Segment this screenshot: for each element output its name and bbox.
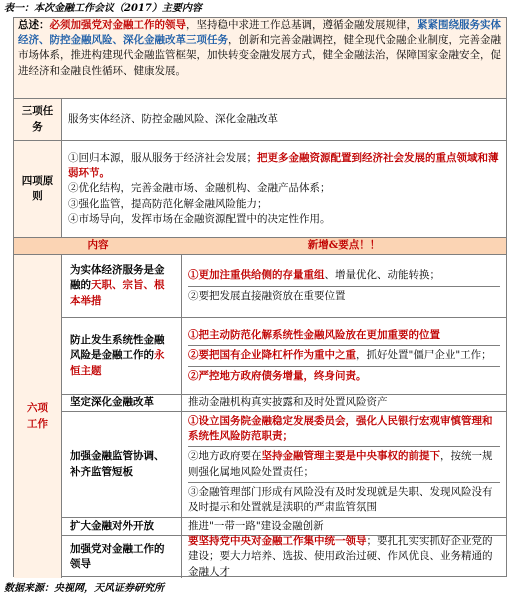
principle-1	[68, 151, 500, 181]
summary-emphasis-blue: 紧紧围绕服务实体经济、防控金融风险、深化金融改革三项任务	[18, 19, 501, 47]
summary-section	[14, 18, 506, 99]
content-header-row	[14, 238, 506, 255]
three-tasks-label: 三项任务	[14, 99, 62, 140]
item-reform-title: 坚定深化金融改革	[62, 395, 182, 411]
item-real-economy-point-1-emphasis: ①更加注重供给侧的存量重组	[188, 269, 325, 282]
item-party-leadership-title: 加强党对金融工作的领导	[62, 536, 182, 578]
item-supervision	[62, 412, 506, 518]
principle-3: ③强化监管，提高防范化解金融风险能力；	[68, 197, 268, 210]
item-systemic-risk	[62, 318, 506, 395]
item-supervision-point-2-c: ，按统一规则强化属地风险处置责任；	[188, 450, 493, 478]
summary-emphasis-red: 必须加强党对金融工作的领导	[49, 19, 186, 31]
item-systemic-risk-title	[62, 318, 182, 394]
item-systemic-risk-point-3: ②严控地方政府债务增量，终身问责。	[188, 369, 367, 382]
item-real-economy-point-2: ②要把发展直接融资放在重要位置	[188, 289, 346, 302]
header-content: 内容	[87, 239, 109, 252]
item-systemic-risk-point-2-emphasis: ②要把国有企业降杠杆作为重中之重	[188, 349, 356, 362]
item-real-economy-title	[62, 255, 182, 317]
principle-1-emphasis: 把更多金融资源配置到经济社会发展的重点领域和薄弱环节。	[68, 151, 499, 180]
summary-label: 总述：	[18, 19, 50, 31]
principle-4: ④市场导向，发挥市场在金融资源配置中的决定性作用。	[68, 212, 331, 225]
summary-table	[13, 17, 507, 577]
item-supervision-point-2-a: ②地方政府要在	[188, 450, 262, 463]
item-supervision-point-3: ③金融管理部门形成有风险没有及时发现就是失职、发现风险没有及时提示和处置就是渎职的严肃监管氛围	[188, 485, 493, 513]
item-party-leadership-point	[188, 534, 500, 580]
summary-text-1: ，坚持稳中求进工作总基调，遵循金融发展规律，	[186, 19, 417, 31]
item-systemic-risk-point-1: ①把主动防范化解系统性金融风险放在更加重要的位置	[188, 326, 500, 346]
item-systemic-risk-title-text: 防止发生系统性金融风险是金融工作的	[70, 334, 165, 362]
item-reform	[62, 395, 506, 412]
summary-text	[18, 18, 502, 79]
item-supervision-point-1	[188, 412, 500, 447]
six-items-label: 六项工作	[14, 255, 62, 578]
header-highlights: 新增&要点！！	[307, 239, 381, 252]
item-supervision-point-1-b: 强化人民银行宏观审慎管理和系统性风险防范职责；	[188, 414, 493, 443]
item-real-economy-point-1-text: 、增量优化、动能转换；	[324, 269, 440, 282]
item-systemic-risk-point-2	[188, 346, 500, 366]
three-tasks-row	[14, 99, 506, 141]
item-supervision-point-2-emphasis: 坚持金融管理主要是中央事权的前提下	[261, 450, 440, 463]
four-principles-label: 四项原则	[14, 141, 62, 237]
item-supervision-point-2	[188, 447, 500, 482]
table-caption: 表一：本次金融工作会议（2017）主要内容	[4, 3, 202, 14]
data-source: 数据来源：央视网，天风证券研究所	[4, 583, 164, 594]
item-opening-title: 扩大金融对外开放	[62, 518, 182, 535]
item-supervision-point-1-a: ①设立国务院金融稳定发展委员会，	[188, 414, 356, 427]
item-real-economy-title-text: 为实体经济服务是金融的	[70, 264, 165, 292]
three-tasks-text: 服务实体经济、防控金融风险、深化金融改革	[68, 112, 278, 125]
item-party-leadership-text: ；要扎扎实实抓好企业党的建设；要大力培养、选拔、使用政治过硬、作风优良、业务精通的金融人才	[188, 535, 493, 578]
summary-text-2: ，创新和完善金融调控，健全现代金融企业制度，完善金融市场体系，推进构建现代金融监管框架，加快转变金融发展方式，健全金融法治，保障国家金融安全，促进经济和金融良性循环、健康发展。	[18, 34, 501, 77]
item-opening-point: 推进"一带一路"建设金融创新	[188, 519, 324, 532]
item-systemic-risk-title-emphasis: 永恒主题	[70, 349, 165, 377]
item-real-economy-point-1	[188, 266, 500, 286]
principle-1-text: ①回归本源，服从服务于经济社会发展；	[68, 151, 257, 164]
item-real-economy-title-emphasis: 天职、宗旨、根本举措	[70, 279, 165, 307]
item-reform-point: 推动金融机构真实披露和及时处置风险资产	[188, 396, 388, 409]
principle-2: ②优化结构，完善金融市场、金融机构、金融产品体系；	[68, 182, 331, 195]
item-systemic-risk-point-2-text: ，抓好处置"僵尸企业"工作；	[356, 349, 492, 362]
item-party-leadership-emphasis: 要坚持党中央对金融工作集中统一领导	[188, 535, 367, 548]
item-party-leadership	[62, 536, 506, 578]
item-real-economy	[62, 255, 506, 318]
item-supervision-title: 加强金融监管协调、补齐监管短板	[62, 412, 182, 517]
four-principles-row	[14, 141, 506, 238]
